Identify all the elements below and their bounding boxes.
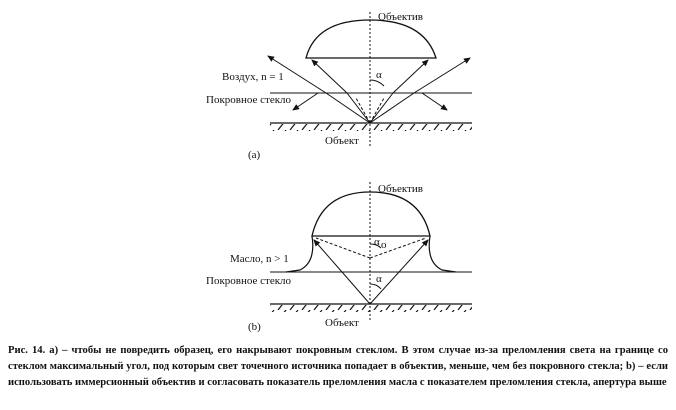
oil-drop-b — [286, 236, 313, 272]
hatching-b — [270, 305, 472, 312]
object-label-b: Объект — [325, 317, 359, 329]
cover-glass-label-a: Покровное стекло — [206, 94, 292, 106]
objective-label-b: Объектив — [378, 183, 423, 195]
medium-label-b: Масло, n > 1 — [230, 253, 289, 265]
dashed-ray-right-a — [370, 98, 384, 123]
object-label-a: Объект — [325, 135, 359, 147]
ray-left-inner-up-a — [312, 60, 347, 93]
oil-drop-right-b — [429, 236, 456, 272]
ray-right-outer-a — [370, 93, 414, 123]
ray-reflect-right-a — [422, 93, 447, 110]
ray-right-outer-up-a — [414, 58, 470, 93]
angle-label-a: α — [376, 69, 382, 81]
figure-caption: Рис. 14. а) – чтобы не повредить образец, его накрывают покровным стеклом. В этом случае из-за преломления света на границе со стеклом максимальный угол, под которым свет точечного источника попадает в объектив, меньше, чем без покровного стекла; b) – если использовать иммерсионный объектив и согласовать показатель преломления масла с показателем преломления стекла, апертура выше — [8, 345, 668, 388]
medium-label-a: Воздух, n = 1 — [222, 71, 284, 83]
panel-label-b: (b) — [248, 321, 261, 333]
angle-label-bottom-b: α — [376, 273, 382, 285]
panel-label-a: (a) — [248, 149, 261, 161]
cover-glass-label-b: Покровное стекло — [206, 275, 292, 287]
objective-lens-a — [306, 20, 436, 58]
figure-a — [206, 11, 472, 161]
figure-b — [206, 182, 472, 333]
angle-label-top-sub-b: o — [381, 239, 387, 251]
objective-lens-b — [312, 192, 430, 236]
dashed-ray-left-b — [316, 238, 370, 258]
ray-reflect-left-a — [293, 93, 318, 110]
dashed-ray-left-a — [356, 98, 370, 123]
hatching-a — [270, 124, 472, 131]
objective-label-a: Объектив — [378, 11, 423, 23]
ray-left-outer-a — [326, 93, 370, 123]
ray-left-inner-a — [347, 93, 370, 123]
ray-right-inner-a — [370, 93, 393, 123]
angle-label-top-b: α — [374, 236, 380, 248]
